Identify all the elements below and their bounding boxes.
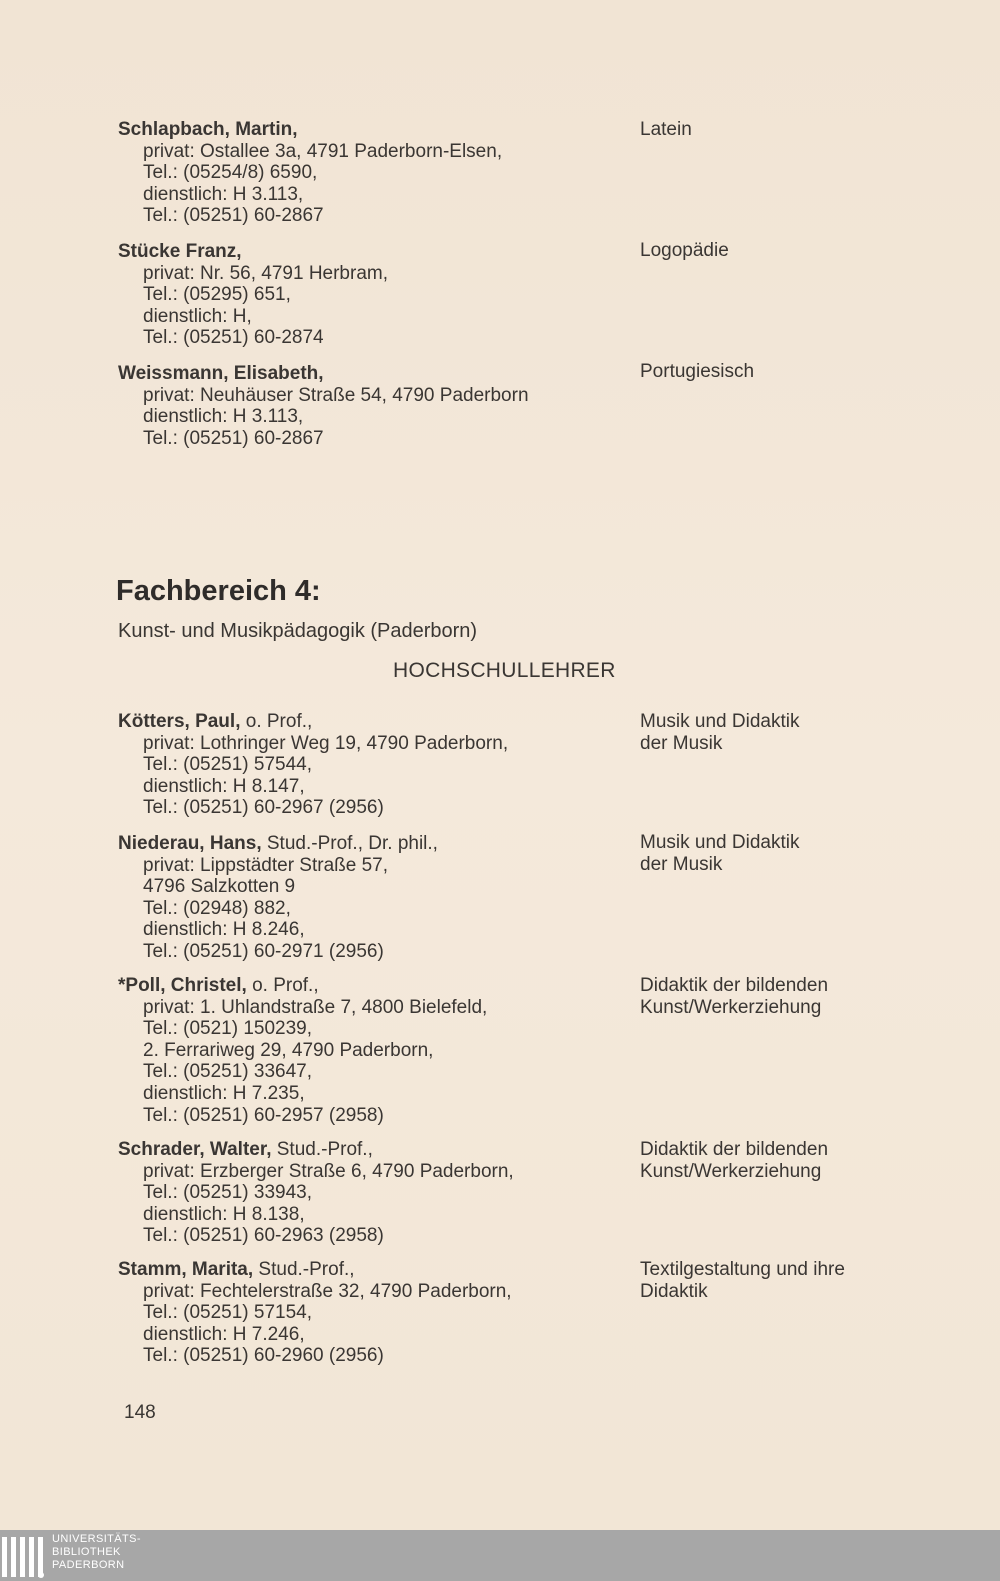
entry-line: Tel.: (05251) 60-2963 (2958) bbox=[143, 1225, 384, 1247]
logo-dot-icon bbox=[38, 1572, 44, 1578]
entry-line: dienstlich: H 8.138, bbox=[143, 1203, 305, 1225]
subject-line: Latein bbox=[640, 119, 692, 140]
person-name: Stamm, Marita, bbox=[118, 1259, 254, 1280]
section-title: Fachbereich 4: bbox=[116, 575, 321, 607]
subject-line: der Musik bbox=[640, 733, 723, 754]
logo-line: BIBLIOTHEK bbox=[52, 1546, 121, 1558]
section-header: HOCHSCHULLEHRER bbox=[393, 659, 616, 682]
entry-line: privat: Erzberger Straße 6, 4790 Paderborn, bbox=[143, 1160, 514, 1182]
person-title: Stud.-Prof., Dr. phil., bbox=[261, 833, 438, 854]
entry-line: 2. Ferrariweg 29, 4790 Paderborn, bbox=[143, 1039, 434, 1061]
page-number: 148 bbox=[124, 1402, 156, 1423]
subject-label bbox=[640, 975, 940, 1019]
entry-line: Tel.: (05251) 33647, bbox=[143, 1061, 313, 1083]
entry-line: privat: Fechtelerstraße 32, 4790 Paderborn, bbox=[143, 1280, 512, 1302]
person-name: Schlapbach, Martin, bbox=[118, 119, 298, 140]
entry-line: dienstlich: H, bbox=[143, 305, 252, 327]
entry-line: Tel.: (05251) 60-2971 (2956) bbox=[143, 940, 384, 962]
person-title: o. Prof., bbox=[246, 975, 319, 996]
subject-label bbox=[640, 711, 940, 755]
library-logo-text bbox=[52, 1533, 141, 1572]
entry-line: dienstlich: H 7.235, bbox=[143, 1082, 305, 1104]
person-entry bbox=[118, 975, 638, 1126]
entry-line: dienstlich: H 3.113, bbox=[143, 406, 304, 428]
library-footer-bar bbox=[0, 1530, 1000, 1581]
entry-line: dienstlich: H 8.246, bbox=[143, 919, 305, 941]
person-title: Stud.-Prof., bbox=[271, 1139, 373, 1160]
entry-line: Tel.: (0521) 150239, bbox=[143, 1018, 313, 1040]
entry-line: privat: Lothringer Weg 19, 4790 Paderborn, bbox=[143, 732, 509, 754]
person-name: Kötters, Paul, bbox=[118, 711, 241, 732]
entry-line: 4796 Salzkotten 9 bbox=[143, 876, 296, 898]
subject-line: der Musik bbox=[640, 854, 723, 875]
subject-label bbox=[640, 1139, 940, 1183]
person-title: o. Prof., bbox=[240, 711, 313, 732]
entry-line: Tel.: (05251) 33943, bbox=[143, 1182, 313, 1204]
subject-label bbox=[640, 119, 940, 141]
entry-line: Tel.: (05251) 60-2960 (2956) bbox=[143, 1345, 384, 1367]
subject-line: Portugiesisch bbox=[640, 361, 755, 382]
person-entry bbox=[118, 1139, 638, 1247]
logo-line: UNIVERSITÄTS- bbox=[52, 1533, 141, 1545]
entry-line: privat: 1. Uhlandstraße 7, 4800 Bielefeld, bbox=[143, 996, 488, 1018]
entry-line: privat: Nr. 56, 4791 Herbram, bbox=[143, 262, 388, 284]
person-name: Weissmann, Elisabeth, bbox=[118, 363, 324, 384]
person-title: Stud.-Prof., bbox=[253, 1259, 355, 1280]
subject-line: Logopädie bbox=[640, 240, 729, 261]
entry-line: Tel.: (05251) 60-2957 (2958) bbox=[143, 1104, 384, 1126]
person-name: Niederau, Hans, bbox=[118, 833, 262, 854]
entry-line: privat: Neuhäuser Straße 54, 4790 Paderborn bbox=[143, 384, 529, 406]
subject-line: Textilgestaltung und ihre bbox=[640, 1259, 845, 1280]
person-entry bbox=[118, 119, 638, 227]
entry-line: Tel.: (05251) 60-2867 bbox=[143, 205, 324, 227]
person-entry bbox=[118, 1259, 638, 1367]
person-entry bbox=[118, 241, 638, 349]
entry-line: dienstlich: H 8.147, bbox=[143, 775, 305, 797]
section-subtitle: Kunst- und Musikpädagogik (Paderborn) bbox=[118, 620, 478, 642]
entry-line: Tel.: (05251) 60-2967 (2956) bbox=[143, 797, 384, 819]
subject-line: Didaktik bbox=[640, 1281, 708, 1302]
entry-line: privat: Lippstädter Straße 57, bbox=[143, 854, 389, 876]
entry-line: Tel.: (02948) 882, bbox=[143, 897, 291, 919]
entry-line: Tel.: (05251) 60-2874 bbox=[143, 327, 324, 349]
entry-line: Tel.: (05251) 57154, bbox=[143, 1302, 313, 1324]
subject-line: Didaktik der bildenden bbox=[640, 1139, 829, 1160]
subject-line: Musik und Didaktik bbox=[640, 832, 800, 853]
entry-line: privat: Ostallee 3a, 4791 Paderborn-Elsen, bbox=[143, 140, 503, 162]
person-name: Stücke Franz, bbox=[118, 241, 242, 262]
person-entry bbox=[118, 833, 638, 963]
subject-line: Kunst/Werkerziehung bbox=[640, 997, 822, 1018]
entry-line: dienstlich: H 3.113, bbox=[143, 183, 304, 205]
entry-line: Tel.: (05254/8) 6590, bbox=[143, 162, 318, 184]
person-entry bbox=[118, 711, 638, 819]
subject-label bbox=[640, 1259, 940, 1303]
subject-line: Didaktik der bildenden bbox=[640, 975, 829, 996]
subject-line: Musik und Didaktik bbox=[640, 711, 800, 732]
subject-label bbox=[640, 361, 940, 383]
person-entry bbox=[118, 363, 638, 449]
person-name: *Poll, Christel, bbox=[118, 975, 247, 996]
library-logo-icon bbox=[2, 1537, 43, 1577]
entry-line: dienstlich: H 7.246, bbox=[143, 1323, 305, 1345]
subject-label bbox=[640, 832, 940, 876]
entry-line: Tel.: (05251) 60-2867 bbox=[143, 427, 324, 449]
entry-line: Tel.: (05251) 57544, bbox=[143, 754, 313, 776]
logo-line: PADERBORN bbox=[52, 1559, 125, 1571]
entry-line: Tel.: (05295) 651, bbox=[143, 284, 291, 306]
subject-line: Kunst/Werkerziehung bbox=[640, 1161, 822, 1182]
person-name: Schrader, Walter, bbox=[118, 1139, 272, 1160]
subject-label bbox=[640, 240, 940, 262]
